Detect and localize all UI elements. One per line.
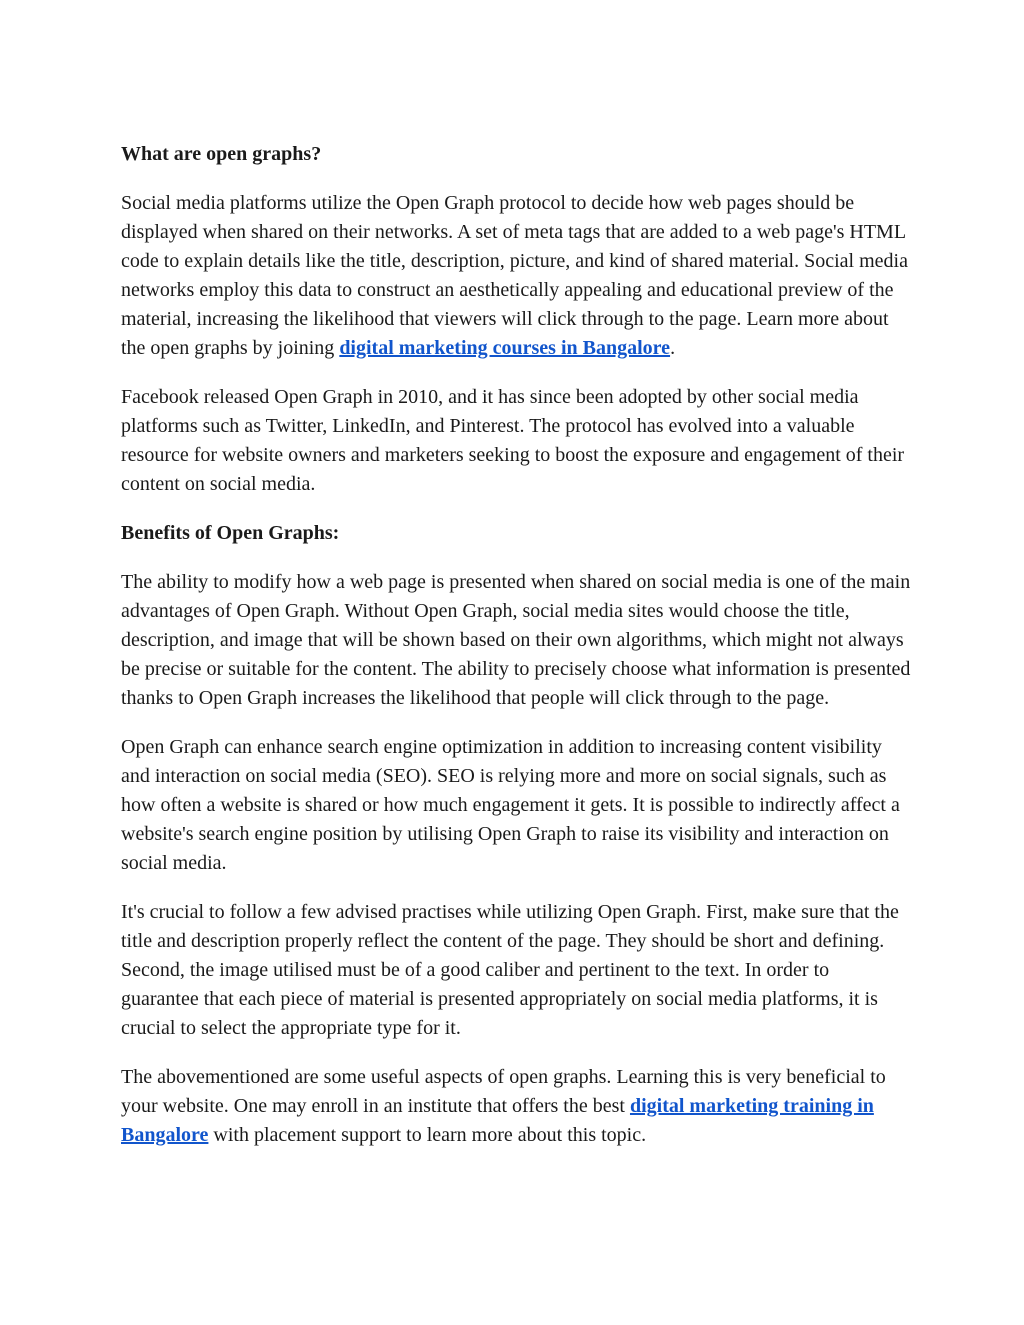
paragraph-benefit-seo: Open Graph can enhance search engine optimization in addition to increasing content visibility and interaction on social media (SEO). SEO is relying more and more on social signals, such as how often a website is shared or how much engagement it gets. It is possible to indirectly affect a website's search engine position by utilising Open Graph to raise its visibility and interaction on social media.: [121, 736, 900, 874]
paragraph-conclusion: [121, 1063, 911, 1150]
link-digital-marketing-courses[interactable]: digital marketing courses in Bangalore: [339, 337, 671, 359]
link-digital-marketing-training[interactable]: digital marketing training in Bangalore: [121, 1095, 874, 1146]
paragraph-conclusion-text: The abovementioned are some useful aspects of open graphs. Learning this is very beneficial to your website. One may enroll in an institute that offers the best: [121, 1066, 886, 1117]
document-page: [121, 140, 911, 1170]
section-heading-benefits: Benefits of Open Graphs:: [121, 522, 340, 544]
paragraph-intro-text: Social media platforms utilize the Open Graph protocol to decide how web pages should be displayed when shared on their networks. A set of meta tags that are added to a web page's HTML code to explain details like the title, description, picture, and kind of shared material. Social media networks employ this data to construct an aesthetically appealing and educational preview of the material, increasing the likelihood that viewers will click through to the page. Learn more about the open graphs by joining: [121, 192, 908, 359]
paragraph-conclusion-end: with placement support to learn more about this topic.: [208, 1124, 647, 1146]
paragraph-intro: [121, 189, 911, 363]
paragraph-benefit-presentation: The ability to modify how a web page is presented when shared on social media is one of the main advantages of Open Graph. Without Open Graph, social media sites would choose the title, description, and image that will be shown based on their own algorithms, which might not always be precise or suitable for the content. The ability to precisely choose what information is presented thanks to Open Graph increases the likelihood that people will click through to the page.: [121, 571, 911, 709]
paragraph-best-practices: It's crucial to follow a few advised practises while utilizing Open Graph. First, make sure that the title and description properly reflect the content of the page. They should be short and defining. Second, the image utilised must be of a good caliber and pertinent to the text. In order to guarantee that each piece of material is presented appropriately on social media platforms, it is crucial to select the appropriate type for it.: [121, 901, 899, 1039]
section-heading-open-graphs: What are open graphs?: [121, 143, 322, 165]
paragraph-intro-end: .: [670, 337, 676, 359]
paragraph-history: Facebook released Open Graph in 2010, and it has since been adopted by other social media platforms such as Twitter, LinkedIn, and Pinterest. The protocol has evolved into a valuable resource for website owners and marketers seeking to boost the exposure and engagement of their content on social media.: [121, 386, 905, 495]
